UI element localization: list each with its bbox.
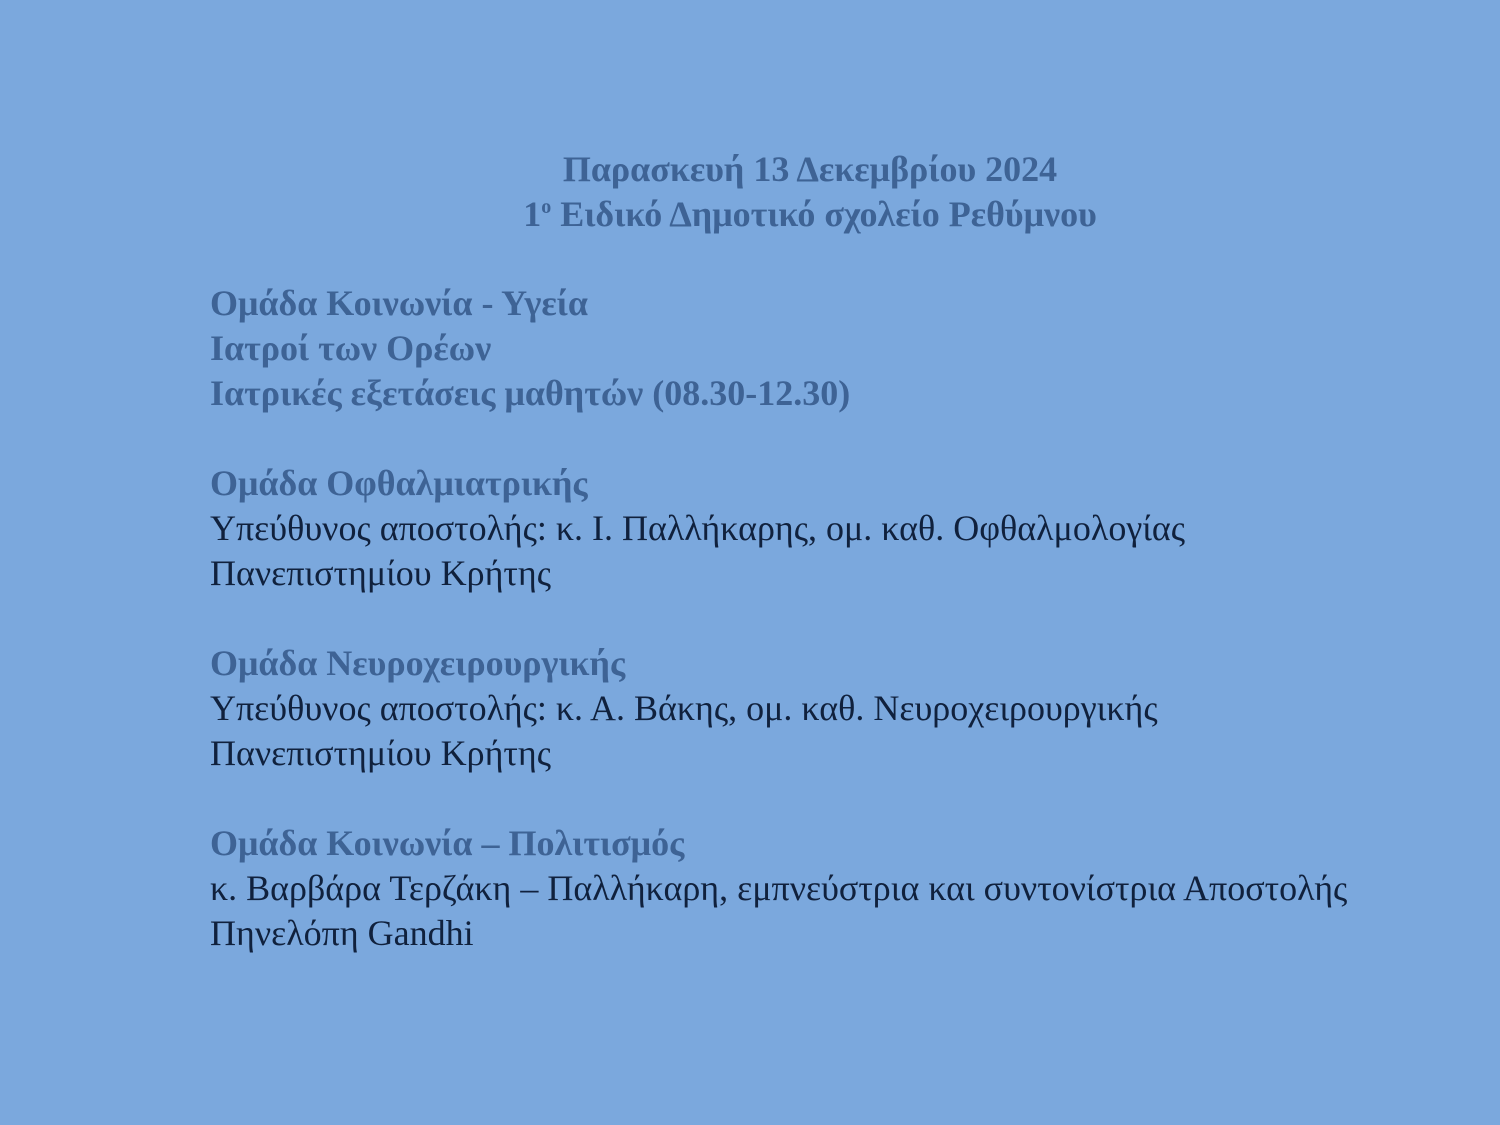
section-line: Ιατροί των Ορέων bbox=[210, 328, 492, 368]
section-line: Ιατρικές εξετάσεις μαθητών (08.30-12.30) bbox=[210, 373, 851, 413]
section-line: Πανεπιστημίου Κρήτης bbox=[210, 553, 551, 593]
section-neurosurgery bbox=[210, 641, 1490, 776]
section-heading: Ομάδα Κοινωνία - Υγεία bbox=[210, 283, 588, 323]
section-society-culture bbox=[210, 821, 1490, 956]
school-number: 1 bbox=[523, 194, 542, 234]
spacer bbox=[210, 416, 1490, 461]
event-header bbox=[0, 147, 1500, 237]
spacer bbox=[210, 776, 1490, 821]
section-line: Πηνελόπη Gandhi bbox=[210, 913, 474, 953]
spacer bbox=[210, 596, 1490, 641]
school-ordinal-superscript: ο bbox=[541, 196, 552, 218]
school-name: Ειδικό Δημοτικό σχολείο Ρεθύμνου bbox=[551, 194, 1097, 234]
section-society-health bbox=[210, 281, 1490, 416]
section-heading: Ομάδα Οφθαλμιατρικής bbox=[210, 463, 588, 503]
section-line: Υπεύθυνος αποστολής: κ. Ι. Παλλήκαρης, ομ. καθ. Οφθαλμολογίας bbox=[210, 508, 1186, 548]
program-body bbox=[210, 281, 1490, 956]
section-ophthalmology bbox=[210, 461, 1490, 596]
school-line bbox=[0, 192, 1500, 237]
event-date: Παρασκευή 13 Δεκεμβρίου 2024 bbox=[562, 149, 1058, 189]
section-heading: Ομάδα Νευροχειρουργικής bbox=[210, 643, 626, 683]
section-line: Υπεύθυνος αποστολής: κ. Α. Βάκης, ομ. καθ. Νευροχειρουργικής bbox=[210, 688, 1158, 728]
section-line: Πανεπιστημίου Κρήτης bbox=[210, 733, 551, 773]
section-heading: Ομάδα Κοινωνία – Πολιτισμός bbox=[210, 823, 685, 863]
section-line: κ. Βαρβάρα Τερζάκη – Παλλήκαρη, εμπνεύστρια και συντονίστρια Αποστολής bbox=[210, 868, 1348, 908]
